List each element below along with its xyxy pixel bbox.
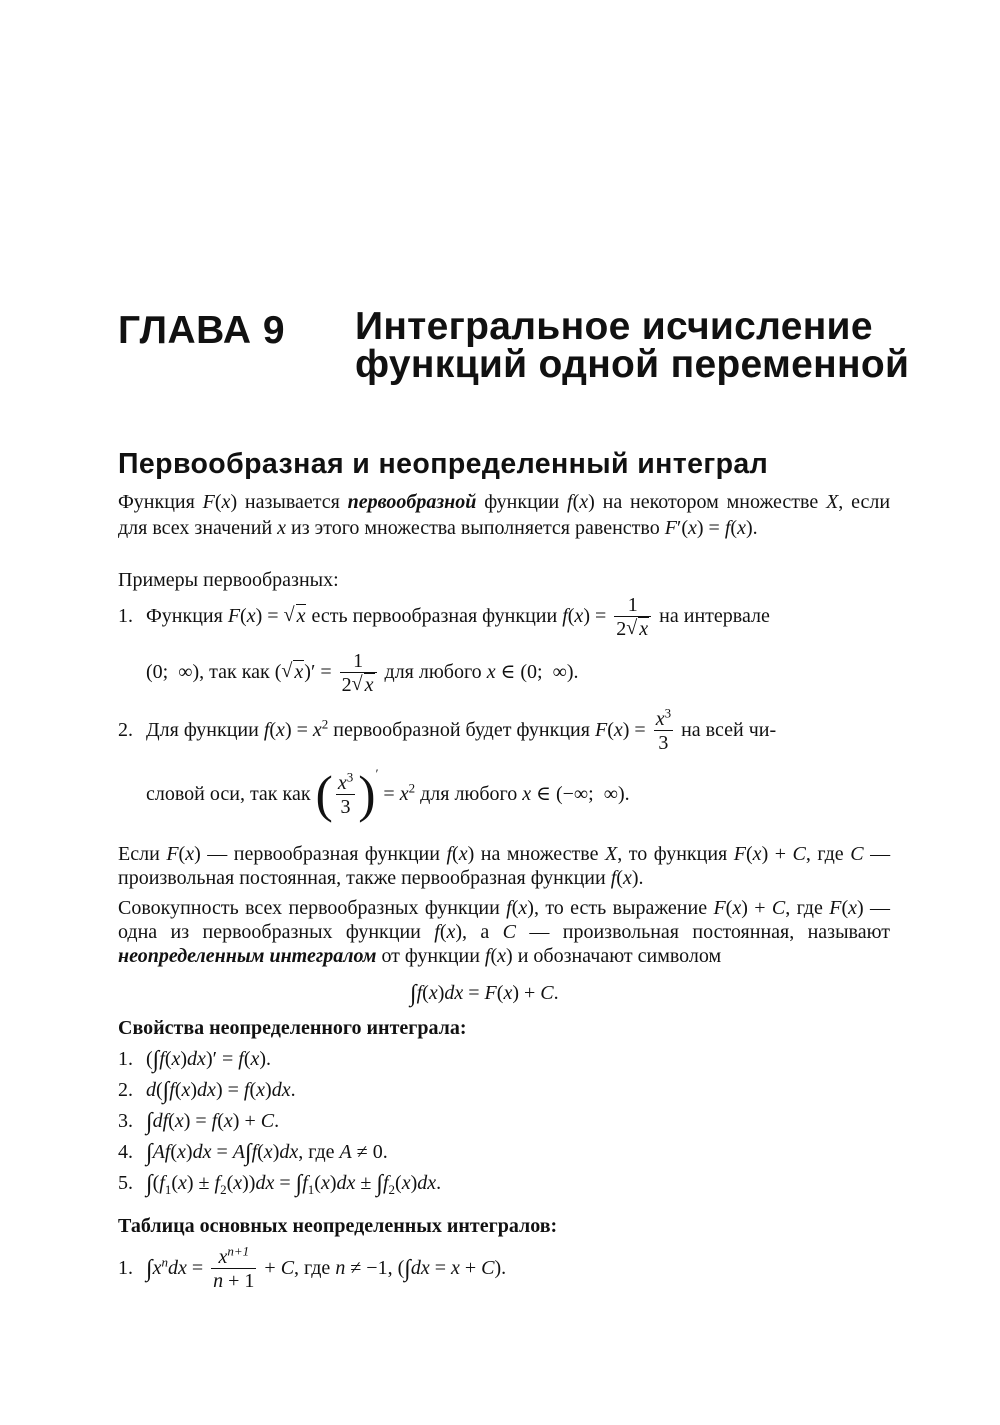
- constant-paragraph: Если F(x) — первообразная функции f(x) на множестве X, то функция F(x) + C, где C — произвольная постоянная, также первообразная функции f(x).: [118, 843, 891, 889]
- property-5: 5. $\int(f_1(x) \pm f_2(x))dx = \int f_1(x)dx \pm \int f_2(x)dx$.: [118, 1171, 442, 1197]
- example-2-line-1: 2. Для функции $f(x) = x^2$ первообразной будет функция F(x) = $\frac{x^3}{3}$ на всей чи-: [118, 705, 777, 754]
- property-4: 4. ∫Af(x)dx = A∫f(x)dx, где A ≠ 0.: [118, 1140, 388, 1166]
- examples-heading: Примеры первообразных:: [118, 569, 339, 591]
- example-2-line-2: словой оси, так как ( $\frac{x^3}{3}$ )$' = x^2$ для любого x ∈ (−∞; ∞).: [146, 766, 630, 824]
- property-1: 1. (∫f(x)dx)′ = f(x).: [118, 1047, 272, 1073]
- property-2: 2. d(∫f(x)dx) = f(x)dx.: [118, 1078, 296, 1104]
- indefinite-integral-formula: ∫f(x)dx = F(x) + C.: [410, 981, 559, 1007]
- term-indefinite-integral: неопределенным интегралом: [118, 945, 377, 967]
- indefinite-integral-paragraph: Совокупность всех первообразных функции f(x), то есть выражение F(x) + C, где F(x) — одна из первообразных функции f(x), а C — произвольная постоянная, называют неопределенным интегралом от функции f(x) и обозначают символом: [118, 897, 891, 967]
- table-item-1: 1. $\int x^ndx$ = $\frac{x^{n+1}}{n + 1}$ + C, где n ≠ −1, (∫dx = x + C).: [118, 1243, 507, 1292]
- property-3: 3. ∫df(x) = f(x) + C.: [118, 1109, 280, 1135]
- chapter-label: ГЛАВА 9: [118, 309, 286, 352]
- properties-heading: Свойства неопределенного интеграла:: [118, 1017, 467, 1039]
- example-1-line-1: 1. Функция F(x) = √ x есть первообразная функции f(x) = $\frac{1}{2√ x}$ на интервале: [118, 594, 770, 641]
- term-antiderivative: первообразной: [347, 491, 477, 513]
- section-title: Первообразная и неопределенный интеграл: [118, 448, 769, 480]
- example-1-line-2: (0; ∞), так как (√ x)′ = $\frac{1}{2√ x}$ для любого x ∈ (0; ∞).: [146, 650, 579, 697]
- table-heading: Таблица основных неопределенных интегралов:: [118, 1215, 558, 1237]
- definition-paragraph: Функция F(x) называется первообразной функции f(x) на некотором множестве X, если для всех значений x из этого множества выполняется равенство F′(x) = f(x).: [118, 491, 891, 539]
- chapter-title: Интегральное исчисление функций одной переменной: [355, 305, 910, 386]
